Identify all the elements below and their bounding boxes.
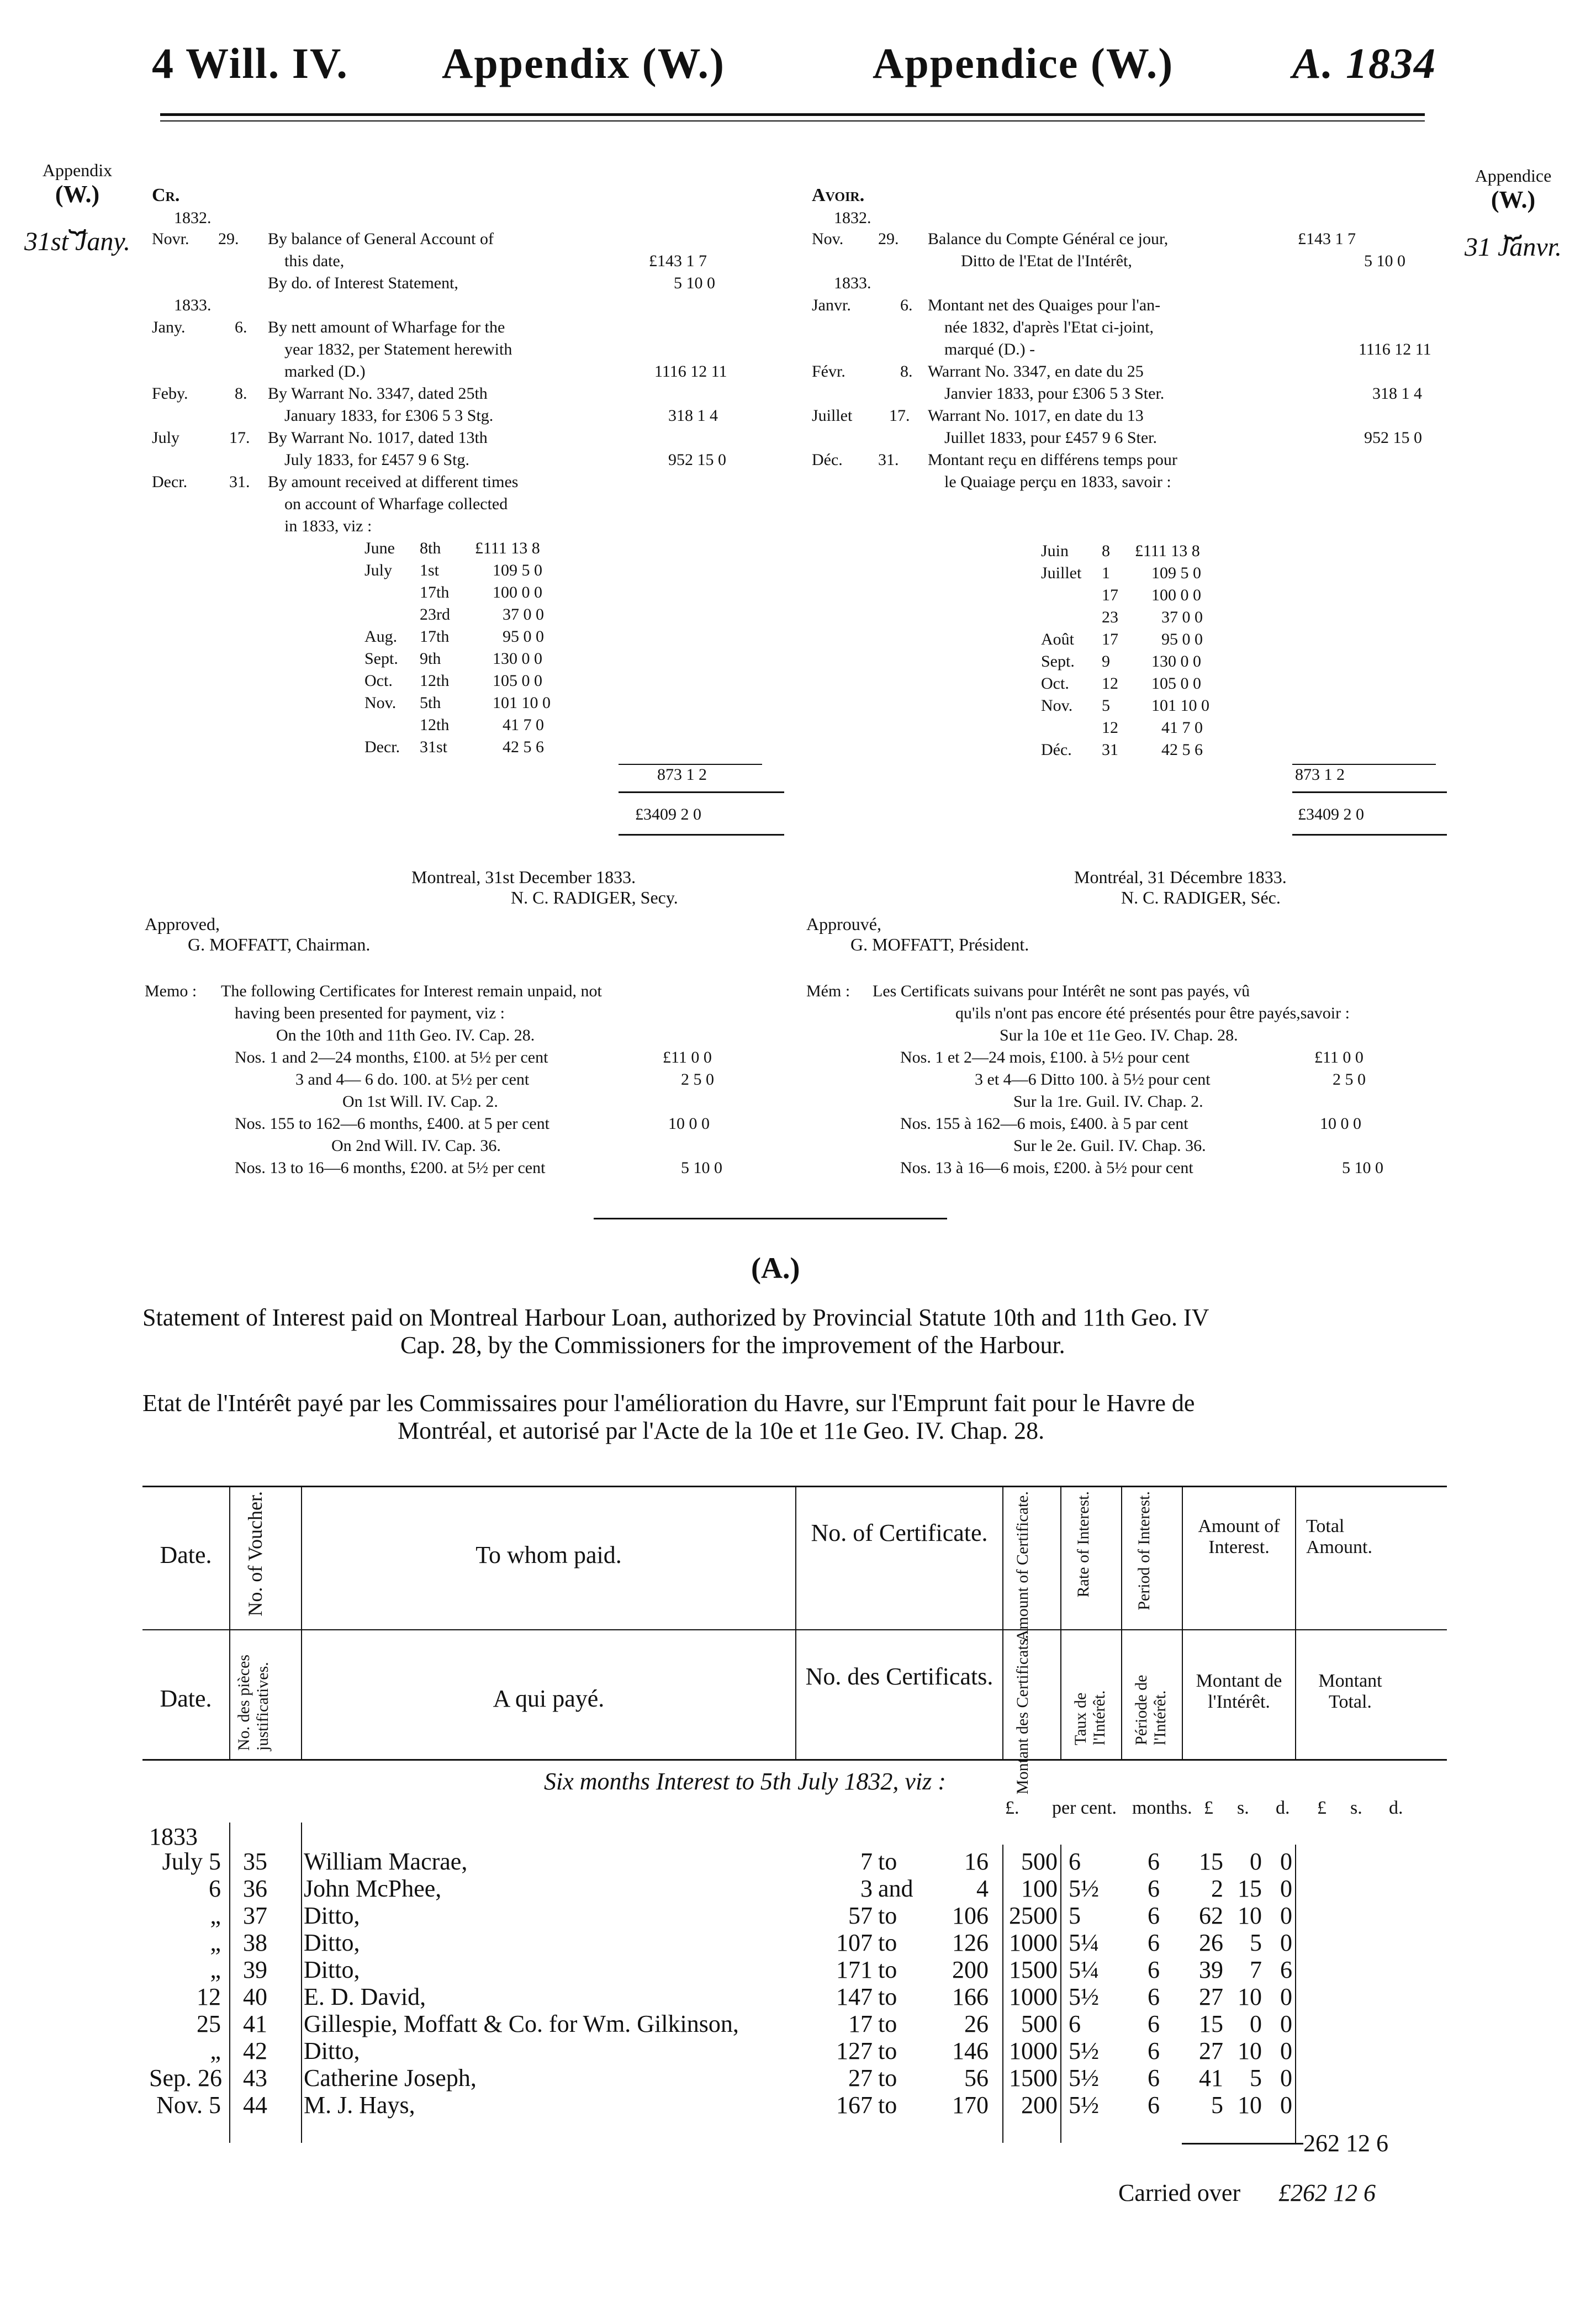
th-voucher-en: No. of Voucher. — [244, 1491, 266, 1617]
cell-l: 2 — [1211, 1875, 1223, 1902]
cr-total-rule-bottom — [619, 834, 784, 836]
cell-d: 0 — [1280, 2010, 1292, 2037]
th-rate-en: Rate of Interest. — [1074, 1491, 1092, 1598]
memo-line: Sur la 10e et 11e Geo. IV. Chap. 28. — [1000, 1026, 1238, 1044]
cell-whom: Ditto, — [304, 2037, 360, 2064]
col-divider — [1295, 1845, 1296, 2143]
cell-l: 15 — [1199, 1848, 1223, 1875]
memo-en — [221, 980, 795, 1179]
th-total-fr: Montant Total. — [1318, 1671, 1382, 1712]
cell-sep: to — [878, 2064, 897, 2091]
margin-left-appendix: Appendix — [42, 160, 113, 180]
header-rule-top — [160, 113, 1425, 116]
col-divider — [229, 1823, 230, 2143]
cell-whom: M. J. Hays, — [304, 2091, 415, 2119]
th-interest-en: Amount of Interest. — [1198, 1516, 1280, 1557]
cr-secretary: N. C. RADIGER, Secy. — [511, 888, 678, 907]
wharf-row: July 1st 109 5 0 — [364, 561, 542, 579]
cell-cf: 167 — [836, 2091, 873, 2119]
cell-per: 6 — [1148, 2010, 1160, 2037]
wharf-row: Juillet 1 109 5 0 — [1041, 564, 1201, 582]
avoir-total-rule-bottom — [1292, 834, 1447, 836]
memo-line: Nos. 13 to 16—6 months, £200. at 5½ per cent 5 10 0 — [235, 1159, 722, 1177]
cell-d: 0 — [1280, 1902, 1292, 1929]
cell-amt: 2500 — [1009, 1902, 1058, 1929]
table-subtitle: Six months Interest to 5th July 1832, viz : — [544, 1768, 946, 1795]
ledger-row: this date, £143 1 7 — [284, 252, 707, 270]
header-rule-bottom — [160, 120, 1425, 122]
cell-d: 0 — [1280, 2064, 1292, 2091]
unit-months: months. — [1132, 1798, 1192, 1818]
unit-l2: £ — [1317, 1798, 1327, 1818]
cell-rate: 6 — [1069, 2010, 1081, 2037]
ledger-row: January 1833, for £306 5 3 Stg. 318 1 4 — [284, 406, 718, 425]
statement-fr-1: Etat de l'Intérêt payé par les Commissaires pour l'amélioration du Havre, sur l'Emprunt fait pour le Havre de — [142, 1390, 1195, 1417]
cell-whom: William Macrae, — [304, 1848, 468, 1875]
cell-l: 39 — [1199, 1956, 1223, 1983]
memo-line: Nos. 13 à 16—6 mois, £200. à 5½ pour cent 5 10 0 — [900, 1159, 1383, 1177]
cell-d: 0 — [1280, 1929, 1292, 1956]
cr-approved: Approved, — [145, 914, 220, 934]
cell-l: 41 — [1199, 2064, 1223, 2091]
memo-line: Sur le 2e. Guil. IV. Chap. 36. — [1013, 1137, 1206, 1155]
avoir-title: Avoir. — [812, 185, 865, 205]
cell-cf: 7 — [860, 1848, 873, 1875]
avoir-year-1832: 1832. — [834, 209, 871, 227]
th-date-en: Date. — [160, 1541, 212, 1568]
cell-rate: 5½ — [1069, 1983, 1099, 2010]
cell-ct: 106 — [952, 1902, 989, 1929]
cell-whom: John McPhee, — [304, 1875, 442, 1902]
cell-cf: 57 — [848, 1902, 873, 1929]
wharf-row: Aug. 17th 95 0 0 — [364, 627, 544, 646]
cell-ct: 16 — [964, 1848, 989, 1875]
ledger-row: Ditto de l'Etat de l'Intérêt, 5 10 0 — [961, 252, 1405, 270]
wharf-row: Nov. 5 101 10 0 — [1041, 696, 1209, 715]
memo-en-label: Memo : — [145, 982, 197, 1000]
col-divider — [1060, 1487, 1061, 1759]
ledger-row: July 1833, for £457 9 6 Stg. 952 15 0 — [284, 451, 726, 469]
cell-per: 6 — [1148, 1983, 1160, 2010]
cr-wharfage-list — [364, 537, 641, 758]
cell-s: 0 — [1250, 1848, 1262, 1875]
cr-wharf-total: 873 1 2 — [657, 765, 707, 784]
cell-rate: 5¼ — [1069, 1929, 1099, 1956]
ledger-row: Juillet 1833, pour £457 9 6 Ster. 952 15 0 — [944, 429, 1422, 447]
cell-per: 6 — [1148, 1902, 1160, 1929]
ledger-row: marqué (D.) - 1116 12 11 — [944, 340, 1431, 358]
cell-l: 27 — [1199, 1983, 1223, 2010]
avoir-grand-total: £3409 2 0 — [1298, 805, 1364, 823]
memo-line: 3 and 4— 6 do. 100. at 5½ per cent 2 5 0 — [295, 1070, 714, 1089]
cell-v: 41 — [243, 2010, 267, 2037]
wharf-row: Sept. 9th 130 0 0 — [364, 649, 542, 668]
cell-amt: 500 — [1021, 1848, 1058, 1875]
memo-line: having been presented for payment, viz : — [235, 1004, 505, 1022]
cell-cf: 147 — [836, 1983, 873, 2010]
cell-rate: 6 — [1069, 1848, 1081, 1875]
cell-amt: 1000 — [1009, 1983, 1058, 2010]
wharf-row: 17 100 0 0 — [1102, 586, 1201, 604]
memo-fr — [873, 980, 1463, 1179]
cell-cf: 107 — [836, 1929, 873, 1956]
table-total: 262 12 6 — [1303, 2130, 1388, 2157]
cell-amt: 1000 — [1009, 1929, 1058, 1956]
avoir-wharfage-list — [1041, 540, 1295, 761]
th-whom-en: To whom paid. — [475, 1541, 622, 1568]
cell-cf: 3 — [860, 1875, 873, 1902]
cell-s: 5 — [1250, 2064, 1262, 2091]
cell-s: 0 — [1250, 2010, 1262, 2037]
memo-line: 3 et 4—6 Ditto 100. à 5½ pour cent 2 5 0 — [975, 1070, 1366, 1089]
cell-whom: Ditto, — [304, 1902, 360, 1929]
cell-s: 15 — [1238, 1875, 1262, 1902]
unit-d2: d. — [1389, 1798, 1403, 1818]
avoir-secretary: N. C. RADIGER, Séc. — [1121, 888, 1281, 907]
cell-v: 40 — [243, 1983, 267, 2010]
section-a-label: (A.) — [751, 1251, 800, 1285]
cell-rate: 5¼ — [1069, 1956, 1099, 1983]
cell-per: 6 — [1148, 1929, 1160, 1956]
ledger-row: Jany. 6. By nett amount of Wharfage for the — [152, 318, 505, 336]
col-divider — [1121, 1487, 1122, 1759]
cell-v: 37 — [243, 1902, 267, 1929]
cell-whom: Ditto, — [304, 1929, 360, 1956]
cell-v: 35 — [243, 1848, 267, 1875]
cell-ct: 4 — [976, 1875, 989, 1902]
col-divider — [301, 1823, 302, 2143]
table-year: 1833 — [149, 1823, 198, 1850]
cell-date: 12 — [197, 1983, 221, 2010]
cell-date: 6 — [209, 1875, 221, 1902]
ledger-row: marked (D.) 1116 12 11 — [284, 362, 727, 381]
cell-per: 6 — [1148, 2037, 1160, 2064]
avoir-total-rule-top — [1292, 791, 1447, 793]
cell-date: July 5 — [162, 1848, 221, 1875]
cr-grand-total: £3409 2 0 — [635, 805, 701, 823]
cell-l: 62 — [1199, 1902, 1223, 1929]
ledger-row: 1833. — [834, 274, 871, 292]
th-voucher-fr: No. des pièces justificatives. — [235, 1654, 272, 1751]
cell-whom: Gillespie, Moffatt & Co. for Wm. Gilkinson, — [304, 2010, 739, 2037]
wharf-row: Juin 8 £111 13 8 — [1041, 542, 1200, 560]
memo-line: qu'ils n'ont pas encore été présentés pour être payés,savoir : — [955, 1004, 1350, 1022]
ledger-row: on account of Wharfage collected — [284, 495, 508, 513]
cr-year-1832: 1832. — [174, 209, 212, 227]
th-amount-en: Amount of Certificate. — [1013, 1491, 1032, 1642]
ledger-row: in 1833, viz : — [284, 517, 372, 535]
wharf-row: June 8th £111 13 8 — [364, 539, 540, 557]
cell-sep: to — [878, 2037, 897, 2064]
cell-d: 0 — [1280, 2091, 1292, 2119]
total-rule — [1182, 2143, 1303, 2145]
memo-line: On 2nd Will. IV. Cap. 36. — [331, 1137, 501, 1155]
table-mid-rule — [142, 1629, 1447, 1630]
memo-line: Nos. 1 and 2—24 months, £100. at 5½ per cent £11 0 0 — [235, 1048, 712, 1066]
cell-whom: Catherine Joseph, — [304, 2064, 477, 2091]
cell-cf: 127 — [836, 2037, 873, 2064]
cell-ct: 200 — [952, 1956, 989, 1983]
cell-s: 10 — [1238, 1902, 1262, 1929]
memo-line: Les Certificats suivans pour Intérêt ne sont pas payés, vû — [873, 982, 1250, 1000]
margin-left-date: 31st Jany. — [24, 226, 130, 256]
cell-rate: 5½ — [1069, 2064, 1099, 2091]
ledger-row: Févr. 8. Warrant No. 3347, en date du 25 — [812, 362, 1144, 381]
cell-s: 10 — [1238, 1983, 1262, 2010]
cell-ct: 166 — [952, 1983, 989, 2010]
margin-left-w: (W.) — [55, 180, 100, 208]
cell-d: 6 — [1280, 1956, 1292, 1983]
cell-v: 38 — [243, 1929, 267, 1956]
col-divider — [1002, 1845, 1003, 2143]
th-cert-en: No. of Certificate. — [811, 1519, 988, 1546]
cell-l: 5 — [1211, 2091, 1223, 2119]
cell-cf: 17 — [848, 2010, 873, 2037]
th-total-en: Total Amount. — [1306, 1516, 1372, 1557]
cell-d: 0 — [1280, 1875, 1292, 1902]
cell-sep: to — [878, 1902, 897, 1929]
cr-place-date: Montreal, 31st December 1833. — [411, 867, 636, 887]
th-period-fr: Période de l'Intérêt. — [1132, 1675, 1169, 1745]
statement-en-2: Cap. 28, by the Commissioners for the improvement of the Harbour. — [400, 1332, 1065, 1359]
ledger-row: Juillet 17. Warrant No. 1017, en date du 13 — [812, 406, 1144, 425]
cell-v: 43 — [243, 2064, 267, 2091]
cell-ct: 126 — [952, 1929, 989, 1956]
cell-amt: 200 — [1021, 2091, 1058, 2119]
memo-line: Nos. 155 to 162—6 months, £400. at 5 per cent 10 0 0 — [235, 1115, 710, 1133]
wharf-row: Oct. 12 105 0 0 — [1041, 674, 1201, 693]
cell-cf: 27 — [848, 2064, 873, 2091]
wharf-row: 12 41 7 0 — [1102, 719, 1203, 737]
ledger-row: née 1832, d'après l'Etat ci-joint, — [944, 318, 1154, 336]
cell-date: Sep. 26 — [149, 2064, 222, 2091]
ledger-row: By do. of Interest Statement, 5 10 0 — [268, 274, 715, 292]
wharf-row: Nov. 5th 101 10 0 — [364, 694, 551, 712]
margin-right-appendix: Appendice — [1475, 166, 1552, 186]
cell-per: 6 — [1148, 1956, 1160, 1983]
ledger-row: Feby. 8. By Warrant No. 3347, dated 25th — [152, 384, 488, 403]
cell-cf: 171 — [836, 1956, 873, 1983]
cr-title: Cr. — [152, 185, 180, 205]
cell-rate: 5½ — [1069, 2037, 1099, 2064]
wharf-row: Août 17 95 0 0 — [1041, 630, 1203, 648]
memo-fr-label: Mém : — [806, 982, 850, 1000]
cell-per: 6 — [1148, 1875, 1160, 1902]
col-divider — [301, 1487, 302, 1759]
cr-total-rule-top — [619, 791, 784, 793]
cell-per: 6 — [1148, 2064, 1160, 2091]
cell-sep: to — [878, 1848, 897, 1875]
cell-date: „ — [210, 1956, 221, 1983]
cell-l: 27 — [1199, 2037, 1223, 2064]
margin-right — [1452, 166, 1574, 262]
ledger-row: le Quaiage perçu en 1833, savoir : — [944, 473, 1171, 491]
wharf-row: 12th 41 7 0 — [420, 716, 544, 734]
cell-v: 39 — [243, 1956, 267, 1983]
ledger-row: Nov. 29. Balance du Compte Général ce jour, £143 1 7 — [812, 230, 1356, 248]
cell-date: 25 — [197, 2010, 221, 2037]
margin-right-brace: ⏟ — [1504, 206, 1523, 240]
cell-amt: 1500 — [1009, 1956, 1058, 1983]
cell-l: 15 — [1199, 2010, 1223, 2037]
cell-per: 6 — [1148, 2091, 1160, 2119]
memo-line: Nos. 1 et 2—24 mois, £100. à 5½ pour cent £11 0 0 — [900, 1048, 1364, 1066]
cell-amt: 500 — [1021, 2010, 1058, 2037]
unit-d: d. — [1276, 1798, 1290, 1818]
col-divider — [1002, 1487, 1003, 1759]
col-divider — [229, 1487, 230, 1759]
cell-v: 42 — [243, 2037, 267, 2064]
margin-left — [22, 160, 133, 257]
ledger-row: year 1832, per Statement herewith — [284, 340, 512, 358]
cell-s: 10 — [1238, 2037, 1262, 2064]
th-cert-fr: No. des Certificats. — [805, 1663, 993, 1690]
carried-over-label: Carried over — [1118, 2179, 1241, 2206]
unit-percent: per cent. — [1052, 1798, 1117, 1818]
memo-line: Sur la 1re. Guil. IV. Chap. 2. — [1013, 1092, 1203, 1111]
cell-ct: 170 — [952, 2091, 989, 2119]
cell-sep: and — [878, 1875, 913, 1902]
cell-v: 44 — [243, 2091, 267, 2119]
th-date-fr: Date. — [160, 1685, 212, 1712]
cell-d: 0 — [1280, 2037, 1292, 2064]
header-year: A. 1834 — [1292, 39, 1437, 87]
cell-date: „ — [210, 1902, 221, 1929]
th-amount-fr: Montant des Certificats. — [1013, 1635, 1032, 1795]
memo-line: The following Certificates for Interest remain unpaid, not — [221, 982, 602, 1000]
unit-pound: £. — [1005, 1798, 1019, 1818]
unit-s: s. — [1237, 1798, 1249, 1818]
cell-amt: 100 — [1021, 1875, 1058, 1902]
wharf-row: Decr. 31st 42 5 6 — [364, 738, 544, 756]
statement-en-1: Statement of Interest paid on Montreal Harbour Loan, authorized by Provincial Statute 10th and 11th Geo. IV — [142, 1304, 1209, 1331]
cell-date: „ — [210, 2037, 221, 2064]
th-whom-fr: A qui payé. — [493, 1685, 605, 1712]
cell-rate: 5½ — [1069, 1875, 1099, 1902]
wharf-row: Sept. 9 130 0 0 — [1041, 652, 1201, 670]
th-interest-fr: Montant de l'Intérêt. — [1196, 1671, 1282, 1712]
cell-amt: 1500 — [1009, 2064, 1058, 2091]
cell-amt: 1000 — [1009, 2037, 1058, 2064]
wharf-row: 17th 100 0 0 — [420, 583, 542, 601]
cell-ct: 56 — [964, 2064, 989, 2091]
cell-s: 10 — [1238, 2091, 1262, 2119]
cell-ct: 146 — [952, 2037, 989, 2064]
table-head-bottom-rule — [142, 1759, 1447, 1761]
margin-right-date: 31 Janvr. — [1465, 232, 1562, 262]
cell-sep: to — [878, 1983, 897, 2010]
unit-l: £ — [1204, 1798, 1213, 1818]
cell-sep: to — [878, 1956, 897, 1983]
cell-d: 0 — [1280, 1983, 1292, 2010]
col-divider — [1295, 1487, 1296, 1759]
col-divider — [1060, 1845, 1061, 2143]
ledger-row: Janvier 1833, pour £306 5 3 Ster. 318 1 4 — [944, 384, 1422, 403]
wharf-row: 23 37 0 0 — [1102, 608, 1203, 626]
ledger-row: Déc. 31. Montant reçu en différens temps pour — [812, 451, 1177, 469]
th-rate-fr: Taux de l'Intérêt. — [1071, 1690, 1108, 1745]
cell-v: 36 — [243, 1875, 267, 1902]
th-period-en: Period of Interest. — [1135, 1491, 1153, 1610]
table-top-rule — [142, 1486, 1447, 1487]
cell-sep: to — [878, 1929, 897, 1956]
header-appendix-fr: Appendice (W.) — [873, 39, 1174, 87]
section-divider — [594, 1218, 947, 1219]
avoir-ledger — [812, 228, 1447, 493]
header-appendix-en: Appendix (W.) — [442, 39, 725, 87]
cell-ct: 26 — [964, 2010, 989, 2037]
cell-per: 6 — [1148, 1848, 1160, 1875]
wharf-row: Oct. 12th 105 0 0 — [364, 672, 542, 690]
unit-s2: s. — [1350, 1798, 1362, 1818]
carried-over-value: £262 12 6 — [1278, 2179, 1376, 2206]
cr-chairman: G. MOFFATT, Chairman. — [188, 934, 371, 954]
avoir-place-date: Montréal, 31 Décembre 1833. — [1074, 867, 1287, 887]
wharf-row: Déc. 31 42 5 6 — [1041, 741, 1203, 759]
cell-date: „ — [210, 1929, 221, 1956]
cell-s: 5 — [1250, 1929, 1262, 1956]
memo-line: Nos. 155 à 162—6 mois, £400. à 5 par cent 10 0 0 — [900, 1115, 1361, 1133]
margin-left-brace: ⏟ — [68, 200, 87, 234]
wharf-row: 23rd 37 0 0 — [420, 605, 544, 624]
ledger-row: Novr. 29. By balance of General Account of — [152, 230, 494, 248]
cr-ledger — [152, 228, 776, 537]
ledger-row: July 17. By Warrant No. 1017, dated 13th — [152, 429, 488, 447]
memo-line: On the 10th and 11th Geo. IV. Cap. 28. — [276, 1026, 535, 1044]
avoir-wharf-total: 873 1 2 — [1295, 765, 1345, 784]
cell-whom: Ditto, — [304, 1956, 360, 1983]
cell-date: Nov. 5 — [156, 2091, 221, 2119]
statement-fr-2: Montréal, et autorisé par l'Acte de la 10e et 11e Geo. IV. Chap. 28. — [398, 1417, 1045, 1444]
cell-d: 0 — [1280, 1848, 1292, 1875]
cell-sep: to — [878, 2010, 897, 2037]
cell-rate: 5½ — [1069, 2091, 1099, 2119]
ledger-row: 1833. — [174, 296, 212, 314]
ledger-row: Janvr. 6. Montant net des Quaiges pour l'an- — [812, 296, 1161, 314]
avoir-president: G. MOFFATT, Président. — [850, 934, 1029, 954]
cell-rate: 5 — [1069, 1902, 1081, 1929]
cell-l: 26 — [1199, 1929, 1223, 1956]
cell-whom: E. D. David, — [304, 1983, 426, 2010]
margin-right-w: (W.) — [1491, 186, 1536, 213]
cell-sep: to — [878, 2091, 897, 2119]
header-session: 4 Will. IV. — [152, 39, 348, 87]
cell-s: 7 — [1250, 1956, 1262, 1983]
memo-line: On 1st Will. IV. Cap. 2. — [342, 1092, 498, 1111]
ledger-row: Decr. 31. By amount received at different times — [152, 473, 519, 491]
avoir-approved: Approuvé, — [806, 914, 881, 934]
